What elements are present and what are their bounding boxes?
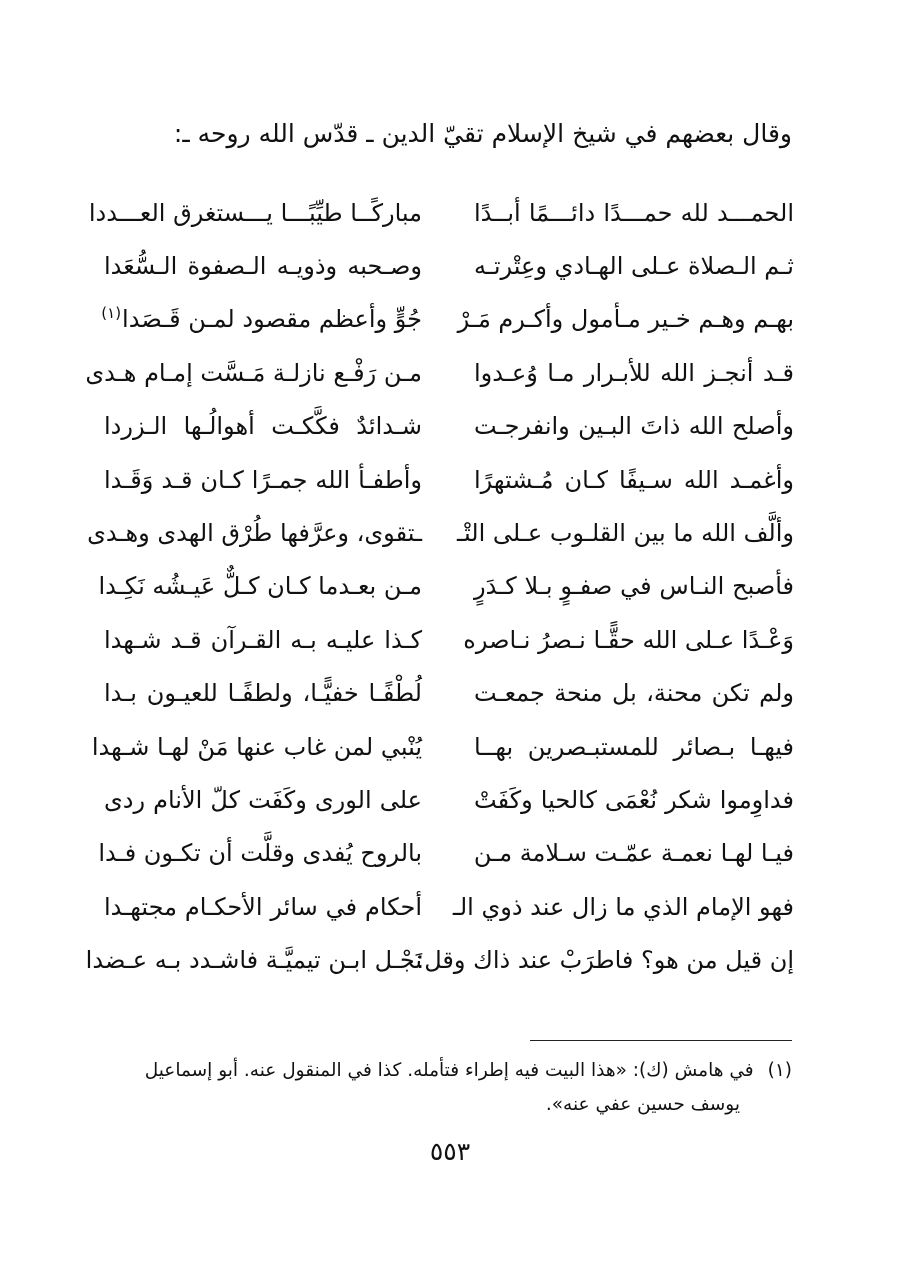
verse-second-hemistich: مـن رَفْـع نازلـة مَـسَّت إمـام هـدى	[85, 358, 422, 387]
verse-second-hemistich: شـدائدٌ فكَّكـت أهوالُـها الـزردا	[104, 412, 422, 441]
verse-first-hemistich: الحمـــد لله حمـــدًا دائـــمًا أبــدًا	[474, 198, 794, 227]
footnote-text-line-1: في هامش (ك): «هذا البيت فيه إطراء فتأمله. كذا في المنقول عنه. أبو إسماعيل	[144, 1060, 754, 1081]
verse-second-hemistich-with-footnote	[101, 297, 422, 341]
verse	[104, 400, 794, 453]
verse-second-hemistich: نَجْـل ابـن تيميَّـة فاشـدد بـه عـضدا	[85, 946, 422, 975]
poem-introduction: وقال بعضهم في شيخ الإسلام تقيّ الدين ـ قدّس الله روحه ـ:	[173, 119, 792, 148]
verse-first-hemistich: فيهـا بـصائر للمستبـصرين بهــا	[474, 732, 794, 761]
verse-second-hemistich: مباركًــا طيِّبًـــا يـــستغرق العـــددا	[88, 198, 422, 227]
verse	[85, 933, 794, 986]
verse	[104, 613, 794, 666]
verse-second-hemistich: ـتقوى، وعرَّفها طُرْق الهدى وهـدى	[87, 519, 422, 548]
verse	[87, 506, 794, 559]
verse-first-hemistich: وأغمـد الله سـيفًا كـان مُـشتهرًا	[474, 465, 794, 494]
verse-second-hemistich: وصـحبه وذويـه الـصفوة الـسُّعَدا	[104, 252, 422, 281]
page-number: ٥٥٣	[429, 1137, 471, 1166]
footnote-text-line-2: يوسف حسين عفي عنه».	[545, 1094, 740, 1115]
verse	[101, 293, 794, 346]
verse-second-hemistich: أحكام في سائر الأحكـام مجتهـدا	[104, 892, 422, 921]
verse-first-hemistich: فداوِموا شكر نُعْمَى كالحيا وكَفَتْ	[474, 785, 794, 814]
poem	[85, 186, 794, 987]
verse-second-hemistich: لُطْفًـا خفيًّـا، ولطفًـا للعيـون بـدا	[104, 679, 422, 708]
verse-second-hemistich: مـن بعـدما كـان كـلٌّ عَيـشُه نَكِـدا	[98, 572, 422, 601]
verse	[91, 720, 794, 773]
verse-first-hemistich: وألَّف الله ما بين القلـوب عـلى التْـ	[457, 519, 794, 548]
verse-second-hemistich: كـذا عليـه بـه القـرآن قـد شـهدا	[104, 625, 422, 654]
verse-first-hemistich: فأصبح النـاس في صفـوٍ بـلا كـدَرٍ	[474, 572, 794, 601]
verse-first-hemistich: قـد أنجـز الله للأبـرار مـا وُعـدوا	[474, 358, 794, 387]
verse-first-hemistich: فهو الإمام الذي ما زال عند ذوي الـ	[452, 892, 794, 921]
verse-second-hemistich: يُنْبي لمن غاب عنها مَنْ لهـا شـهدا	[91, 732, 422, 761]
footnote	[100, 1054, 792, 1122]
verse	[104, 453, 794, 506]
verse	[98, 827, 794, 880]
verse-second-hemistich: بالروح يُفدى وقلَّت أن تكـون فـدا	[98, 839, 422, 868]
verse-first-hemistich: بهـم وهـم خـير مـأمول وأكـرم مَـرْ	[457, 305, 794, 334]
verse	[85, 346, 794, 399]
verse-first-hemistich: فيـا لهـا نعمـة عمّـت سـلامة مـن	[473, 839, 794, 868]
verse-first-hemistich: وأصلح الله ذاتَ البـين وانفرجـت	[474, 412, 794, 441]
footnote-number: (١)	[767, 1060, 792, 1081]
verse-second-hemistich: على الورى وكَفَت كلّ الأنام ردى	[104, 785, 422, 814]
footnote-separator	[530, 1040, 792, 1041]
verse-first-hemistich: ثـم الـصلاة عـلى الهـادي وعِتْرتـه	[473, 252, 794, 281]
verse-first-hemistich: وَعْـدًا عـلى الله حقًّـا نـصرُ نـاصره	[463, 625, 794, 654]
verse	[88, 186, 794, 239]
verse	[104, 239, 794, 292]
verse	[104, 773, 794, 826]
verse	[104, 667, 794, 720]
footnote-marker: (١)	[101, 304, 122, 323]
verse-second-hemistich: وأطفـأ الله جمـرًا كـان قـد وَقَـدا	[104, 465, 422, 494]
verse	[104, 880, 794, 933]
verse	[98, 560, 794, 613]
verse-first-hemistich: ولم تكن محنة، بل منحة جمعـت	[474, 679, 794, 708]
verse-second-hemistich-text: جُوٍّ وأعظم مقصود لمـن قَـصَدا	[122, 305, 422, 334]
verse-first-hemistich: إن قيل من هو؟ فاطرَبْ عند ذاك وقل:	[416, 946, 794, 975]
